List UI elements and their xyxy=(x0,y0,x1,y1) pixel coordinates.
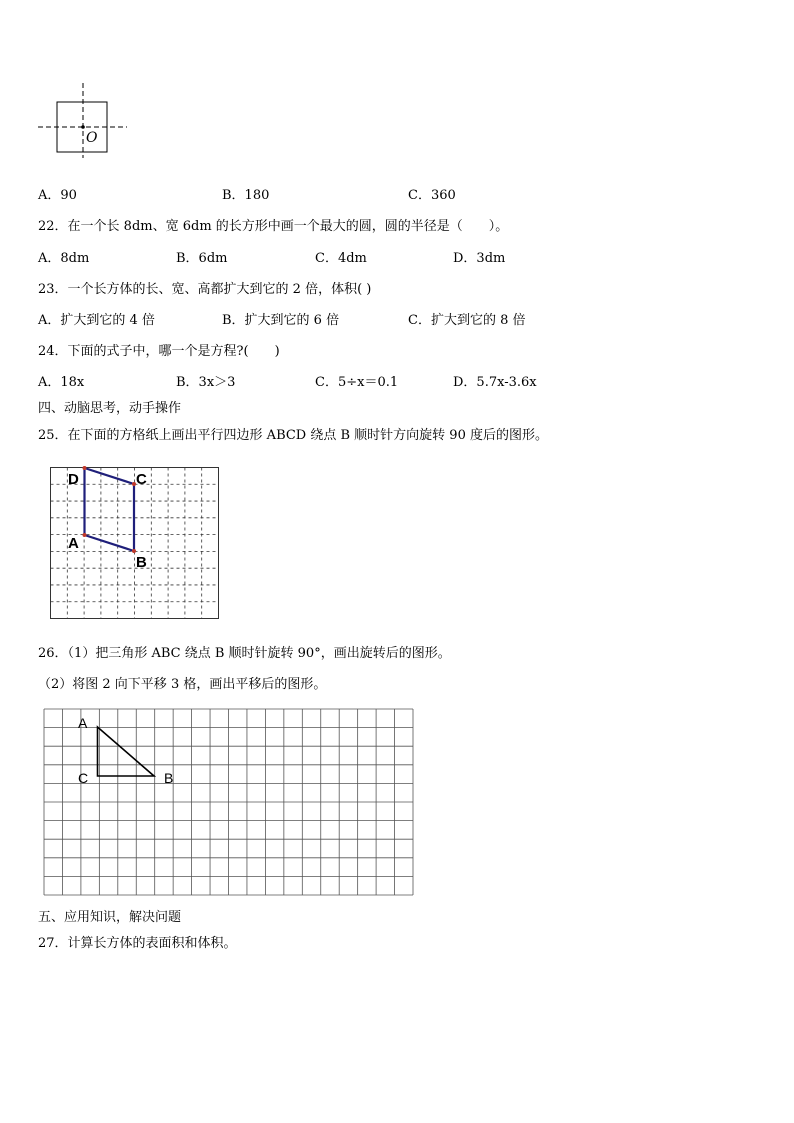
vertex-b xyxy=(132,549,136,553)
center-point xyxy=(81,125,85,129)
q24-option-c[interactable]: C．5÷x＝0.1 xyxy=(315,375,399,390)
q24-question: 24．下面的式子中，哪一个是方程?( ) xyxy=(38,344,280,359)
q24-option-b[interactable]: B．3x＞3 xyxy=(176,375,236,390)
q24-option-d[interactable]: D．5.7x-3.6x xyxy=(453,375,537,390)
q22-option-c[interactable]: C．4dm xyxy=(315,251,367,266)
q25-question: 25．在下面的方格纸上画出平行四边形 ABCD 绕点 B 顺时针方向旋转 90 度后的图形。 xyxy=(38,428,548,443)
label-a: A xyxy=(78,715,88,731)
q26-grid-figure xyxy=(40,706,420,900)
q22-option-a[interactable]: A．8dm xyxy=(38,251,90,266)
q26-part2: （2）将图 2 向下平移 3 格，画出平移后的图形。 xyxy=(38,677,327,692)
q26-part1: 26．（1）把三角形 ABC 绕点 B 顺时针旋转 90°，画出旋转后的图形。 xyxy=(38,646,451,661)
center-label: O xyxy=(86,130,98,146)
section4-title: 四、动脑思考，动手操作 xyxy=(38,401,182,416)
label-d: D xyxy=(68,471,79,488)
label-a: A xyxy=(68,535,79,552)
parallelogram-abcd xyxy=(85,468,135,551)
q23-question: 23．一个长方体的长、宽、高都扩大到它的 2 倍，体积( ) xyxy=(38,282,372,297)
q22-question: 22．在一个长 8dm、宽 6dm 的长方形中画一个最大的圆，圆的半径是（ ）。 xyxy=(38,219,509,234)
label-b: B xyxy=(164,770,174,786)
q24-option-a[interactable]: A．18x xyxy=(38,375,85,390)
q21-option-b[interactable]: B．180 xyxy=(222,188,270,203)
vertex-d xyxy=(83,466,87,470)
q27-question: 27．计算长方体的表面积和体积。 xyxy=(38,936,237,951)
q25-grid-figure xyxy=(48,464,222,622)
q22-option-d[interactable]: D．3dm xyxy=(453,251,506,266)
label-b: B xyxy=(136,554,147,571)
q21-option-c[interactable]: C．360 xyxy=(408,188,456,203)
label-c: C xyxy=(136,471,147,488)
q22-option-b[interactable]: B．6dm xyxy=(176,251,228,266)
q21-option-a[interactable]: A．90 xyxy=(38,188,77,203)
square-rotation-figure xyxy=(35,80,130,160)
q26-square-grid xyxy=(44,709,413,895)
q23-option-b[interactable]: B．扩大到它的 6 倍 xyxy=(222,313,340,328)
section5-title: 五、应用知识，解决问题 xyxy=(38,910,182,925)
label-c: C xyxy=(78,770,89,786)
q23-option-c[interactable]: C．扩大到它的 8 倍 xyxy=(408,313,526,328)
vertex-a xyxy=(83,533,87,537)
q23-option-a[interactable]: A．扩大到它的 4 倍 xyxy=(38,313,155,328)
triangle-abc xyxy=(98,727,155,776)
